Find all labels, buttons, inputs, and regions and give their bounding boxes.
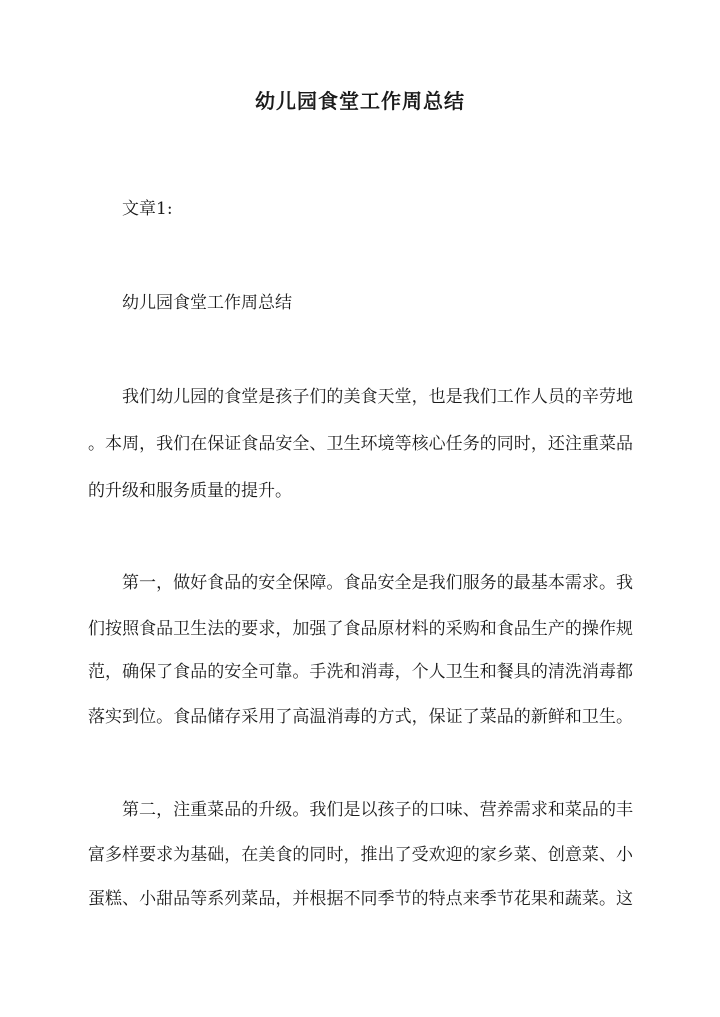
paragraph-1-line-1: 我们幼儿园的食堂是孩子们的美食天堂，也是我们工作人员的辛劳地 [122,387,633,407]
paragraph-3-line-2: 富多样要求为基础，在美食的同时，推出了受欢迎的家乡菜、创意菜、小 [88,845,633,865]
article-subtitle: 幼儿园食堂工作周总结 [122,293,292,313]
paragraph-2-line-1: 第一，做好食品的安全保障。食品安全是我们服务的最基本需求。我 [122,573,633,593]
paragraph-3-line-1: 第二，注重菜品的升级。我们是以孩子的口味、营养需求和菜品的丰 [122,800,633,820]
paragraph-1-line-3: 的升级和服务质量的提升。 [88,481,292,501]
paragraph-2-line-2: 们按照食品卫生法的要求，加强了食品原材料的采购和食品生产的操作规 [88,619,633,639]
article-label: 文章1: [122,199,173,219]
paragraph-2-line-3: 范，确保了食品的安全可靠。手洗和消毒，个人卫生和餐具的清洗消毒都 [88,662,633,682]
paragraph-3-line-3: 蛋糕、小甜品等系列菜品，并根据不同季节的特点来季节花果和蔬菜。这 [88,889,633,909]
paragraph-1-line-2: 。本周，我们在保证食品安全、卫生环境等核心任务的同时，还注重菜品 [88,434,633,454]
document-title: 幼儿园食堂工作周总结 [255,89,465,113]
paragraph-2-line-4: 落实到位。食品储存采用了高温消毒的方式，保证了菜品的新鲜和卫生。 [88,707,633,727]
